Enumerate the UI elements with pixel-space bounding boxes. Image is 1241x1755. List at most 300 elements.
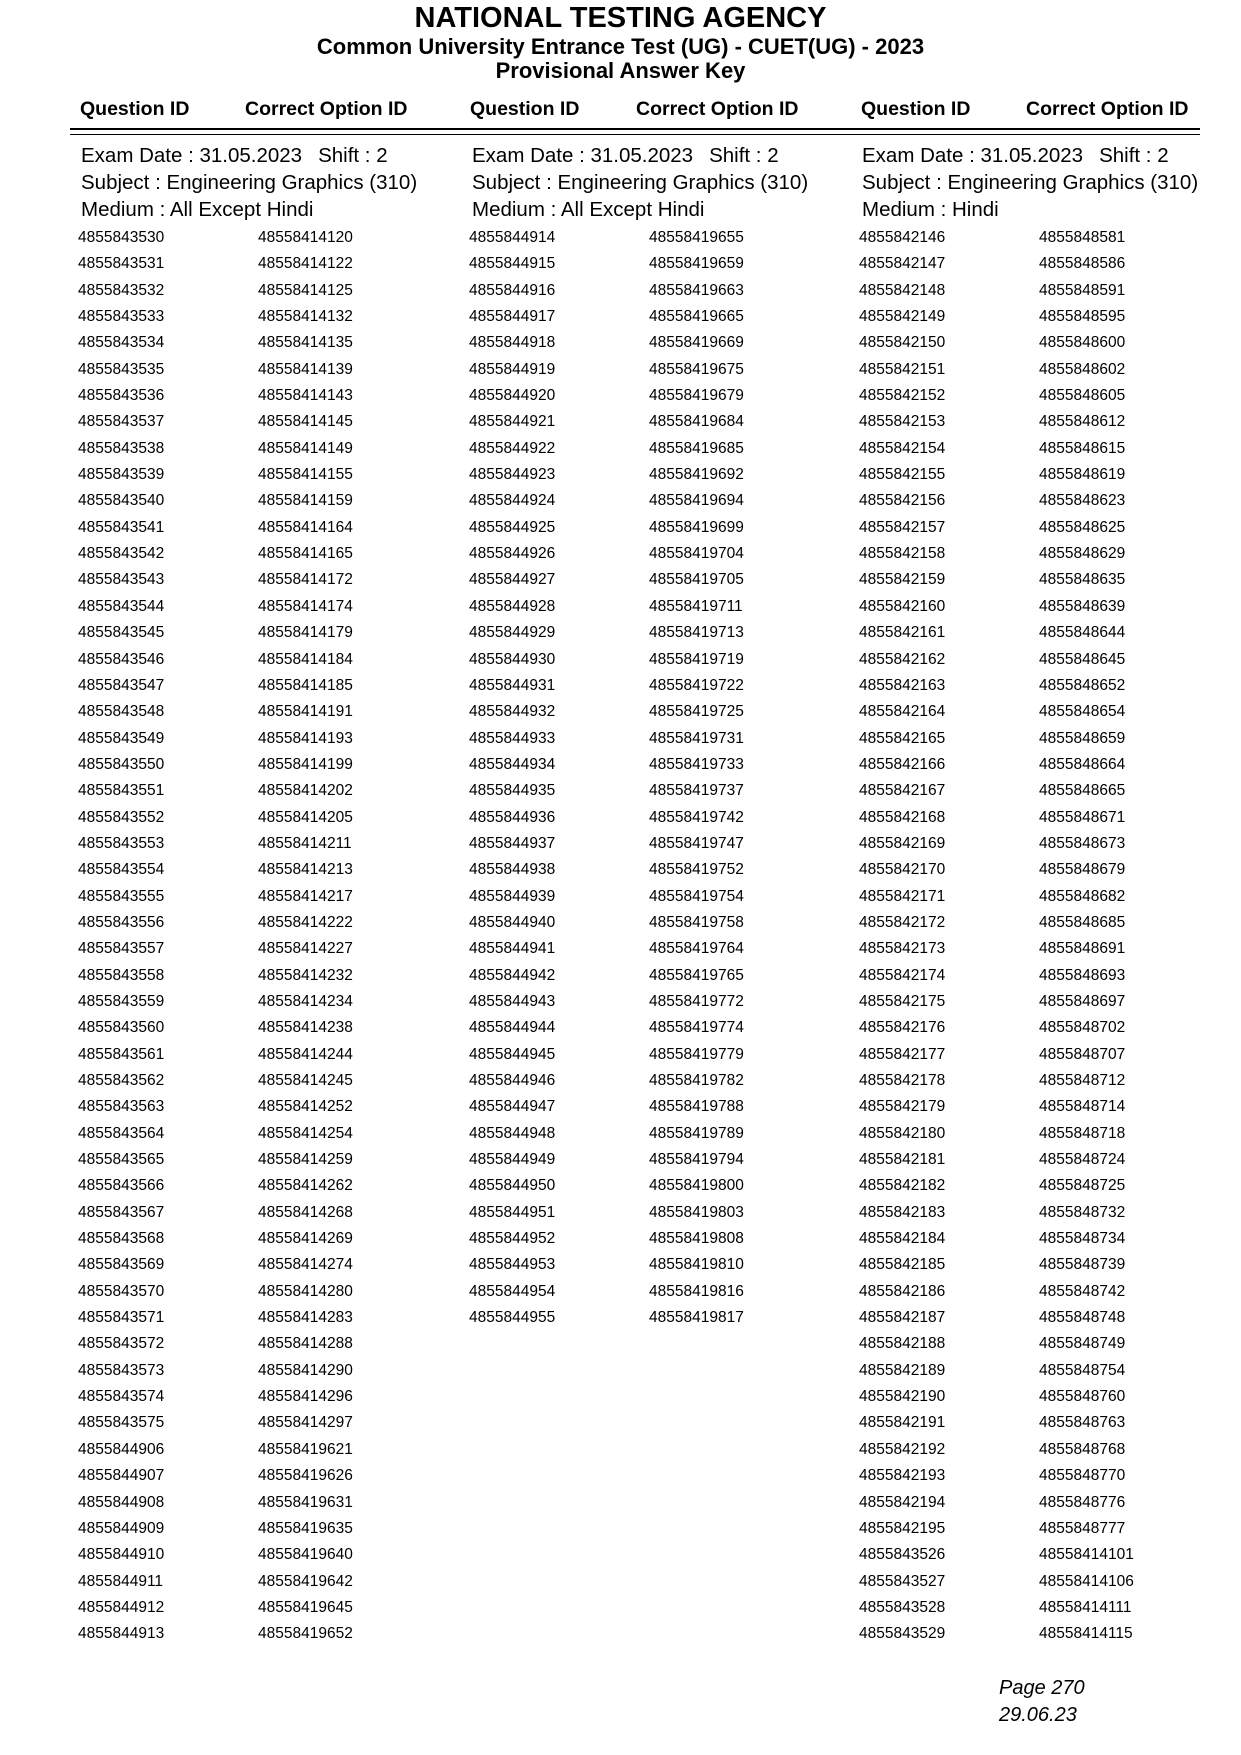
correct-option-id: 4855848673 bbox=[1039, 834, 1126, 852]
answer-key-row bbox=[469, 778, 829, 804]
answer-key-row bbox=[859, 726, 1219, 752]
question-id: 4855844907 bbox=[78, 1467, 165, 1485]
correct-option-id: 48558419803 bbox=[649, 1203, 744, 1221]
correct-option-id: 48558414252 bbox=[258, 1098, 353, 1116]
question-id: 4855844928 bbox=[469, 597, 556, 615]
correct-option-id: 48558419679 bbox=[649, 387, 744, 405]
question-id: 4855842185 bbox=[859, 1256, 946, 1274]
question-id: 4855843549 bbox=[78, 729, 165, 747]
question-id: 4855842187 bbox=[859, 1309, 946, 1327]
answer-key-row bbox=[859, 620, 1219, 646]
question-id: 4855844949 bbox=[469, 1151, 556, 1169]
correct-option-id: 48558414165 bbox=[258, 545, 353, 563]
correct-option-id: 4855848697 bbox=[1039, 992, 1126, 1010]
correct-option-id: 48558419711 bbox=[649, 597, 743, 615]
question-id: 4855842169 bbox=[859, 834, 946, 852]
answer-key-row bbox=[859, 857, 1219, 883]
answer-key-row bbox=[469, 488, 829, 514]
answer-key-row bbox=[859, 1331, 1219, 1357]
correct-option-id: 48558419675 bbox=[649, 360, 744, 378]
question-id: 4855844934 bbox=[469, 755, 556, 773]
correct-option-id: 48558414232 bbox=[258, 966, 353, 984]
question-id: 4855844908 bbox=[78, 1493, 165, 1511]
correct-option-id: 48558414125 bbox=[258, 281, 353, 299]
question-id: 4855844919 bbox=[469, 360, 556, 378]
answer-key-row bbox=[859, 1068, 1219, 1094]
answer-key-row bbox=[469, 1147, 829, 1173]
question-id: 4855844955 bbox=[469, 1309, 556, 1327]
correct-option-id: 48558419816 bbox=[649, 1282, 744, 1300]
answer-key-row bbox=[78, 462, 438, 488]
answer-key-row bbox=[469, 647, 829, 673]
correct-option-id: 48558419794 bbox=[649, 1151, 744, 1169]
answer-key-row bbox=[469, 1226, 829, 1252]
correct-option-id: 4855848724 bbox=[1039, 1151, 1126, 1169]
question-id: 4855843536 bbox=[78, 387, 165, 405]
answer-key-row bbox=[78, 1331, 438, 1357]
correct-option-id: 48558414179 bbox=[258, 624, 353, 642]
correct-option-id: 48558414184 bbox=[258, 650, 353, 668]
question-id: 4855843565 bbox=[78, 1151, 165, 1169]
answer-key-row bbox=[859, 1200, 1219, 1226]
document-type: Provisional Answer Key bbox=[495, 58, 746, 83]
answer-key-row bbox=[469, 1279, 829, 1305]
question-id: 4855844920 bbox=[469, 387, 556, 405]
question-id: 4855843557 bbox=[78, 940, 165, 958]
correct-option-id: 4855848685 bbox=[1039, 913, 1126, 931]
answer-key-row bbox=[78, 1358, 438, 1384]
answer-key-row bbox=[78, 989, 438, 1015]
correct-option-id: 4855848635 bbox=[1039, 571, 1126, 589]
answer-key-row bbox=[469, 278, 829, 304]
answer-key-row bbox=[469, 1121, 829, 1147]
question-id: 4855844927 bbox=[469, 571, 556, 589]
correct-option-id: 4855848671 bbox=[1039, 808, 1126, 826]
correct-option-id: 48558419774 bbox=[649, 1019, 744, 1037]
answer-key-row bbox=[859, 1463, 1219, 1489]
question-id: 4855842152 bbox=[859, 387, 946, 405]
answer-key-list bbox=[859, 225, 1219, 1648]
question-id: 4855842160 bbox=[859, 597, 946, 615]
answer-key-row bbox=[78, 1094, 438, 1120]
correct-option-id: 48558419645 bbox=[258, 1598, 353, 1616]
question-id: 4855842190 bbox=[859, 1388, 946, 1406]
answer-key-row bbox=[78, 1569, 438, 1595]
question-id: 4855842173 bbox=[859, 940, 946, 958]
answer-key-row bbox=[78, 752, 438, 778]
answer-key-row bbox=[469, 462, 829, 488]
footer-date: 29.06.23 bbox=[999, 1704, 1077, 1726]
answer-key-row bbox=[78, 515, 438, 541]
question-id: 4855842149 bbox=[859, 308, 946, 326]
correct-option-id: 4855848619 bbox=[1039, 466, 1126, 484]
question-id: 4855843574 bbox=[78, 1388, 165, 1406]
correct-option-id: 48558414145 bbox=[258, 413, 353, 431]
answer-key-row bbox=[859, 1121, 1219, 1147]
correct-option-id: 48558414135 bbox=[258, 334, 353, 352]
question-id: 4855842147 bbox=[859, 255, 946, 273]
answer-key-row bbox=[859, 251, 1219, 277]
correct-option-id: 48558419817 bbox=[649, 1309, 744, 1327]
question-id: 4855843563 bbox=[78, 1098, 165, 1116]
answer-key-row bbox=[78, 1279, 438, 1305]
correct-option-id: 48558414244 bbox=[258, 1045, 353, 1063]
answer-key-row bbox=[78, 884, 438, 910]
question-id: 4855844925 bbox=[469, 518, 556, 536]
correct-option-id: 48558419621 bbox=[258, 1440, 353, 1458]
question-id: 4855844942 bbox=[469, 966, 556, 984]
question-id: 4855844915 bbox=[469, 255, 556, 273]
answer-key-row bbox=[78, 1042, 438, 1068]
column-header-question-id: Question ID bbox=[80, 98, 190, 120]
answer-key-row bbox=[78, 1384, 438, 1410]
correct-option-id: 4855848659 bbox=[1039, 729, 1126, 747]
correct-option-id: 48558419808 bbox=[649, 1230, 744, 1248]
answer-key-row bbox=[469, 1094, 829, 1120]
correct-option-id: 4855848718 bbox=[1039, 1124, 1126, 1142]
column-header-correct-option-id: Correct Option ID bbox=[245, 98, 408, 120]
correct-option-id: 48558414159 bbox=[258, 492, 353, 510]
question-id: 4855843555 bbox=[78, 887, 165, 905]
question-id: 4855843542 bbox=[78, 545, 165, 563]
correct-option-id: 48558419694 bbox=[649, 492, 744, 510]
question-id: 4855844921 bbox=[469, 413, 556, 431]
correct-option-id: 48558414245 bbox=[258, 1072, 353, 1089]
correct-option-id: 48558419659 bbox=[649, 255, 744, 273]
question-id: 4855842174 bbox=[859, 966, 946, 984]
page-number: Page 270 bbox=[999, 1677, 1085, 1699]
correct-option-id: 4855848777 bbox=[1039, 1519, 1126, 1537]
answer-key-row bbox=[78, 567, 438, 593]
answer-key-row bbox=[78, 541, 438, 567]
answer-key-row bbox=[859, 462, 1219, 488]
answer-key-row bbox=[78, 304, 438, 330]
correct-option-id: 48558419737 bbox=[649, 782, 744, 800]
answer-key-row bbox=[469, 1200, 829, 1226]
correct-option-id: 48558419692 bbox=[649, 466, 744, 484]
correct-option-id: 48558414191 bbox=[258, 703, 353, 721]
question-id: 4855843532 bbox=[78, 281, 165, 299]
answer-key-list bbox=[469, 225, 829, 1331]
question-id: 4855842165 bbox=[859, 729, 946, 747]
answer-key-row bbox=[78, 778, 438, 804]
correct-option-id: 4855848645 bbox=[1039, 650, 1126, 668]
correct-option-id: 4855848665 bbox=[1039, 782, 1126, 800]
answer-key-row bbox=[469, 857, 829, 883]
correct-option-id: 48558419705 bbox=[649, 571, 744, 589]
answer-key-row bbox=[78, 699, 438, 725]
answer-key-row bbox=[78, 1595, 438, 1621]
answer-key-row bbox=[78, 673, 438, 699]
answer-key-row bbox=[859, 936, 1219, 962]
correct-option-id: 4855848693 bbox=[1039, 966, 1126, 984]
subject: Subject : Engineering Graphics (310) bbox=[472, 171, 809, 194]
correct-option-id: 4855848770 bbox=[1039, 1467, 1126, 1485]
answer-key-row bbox=[859, 1410, 1219, 1436]
answer-key-row bbox=[78, 1121, 438, 1147]
correct-option-id: 48558414199 bbox=[258, 755, 353, 773]
question-id: 4855844953 bbox=[469, 1256, 556, 1274]
answer-key-row bbox=[469, 567, 829, 593]
answer-key-row bbox=[78, 357, 438, 383]
correct-option-id: 48558414164 bbox=[258, 518, 353, 536]
correct-option-id: 48558414290 bbox=[258, 1361, 353, 1379]
answer-key-row bbox=[78, 251, 438, 277]
answer-key-row bbox=[469, 673, 829, 699]
correct-option-id: 48558414211 bbox=[258, 834, 352, 852]
correct-option-id: 4855848714 bbox=[1039, 1098, 1126, 1116]
correct-option-id: 4855848612 bbox=[1039, 413, 1126, 431]
correct-option-id: 48558414172 bbox=[258, 571, 353, 589]
question-id: 4855843564 bbox=[78, 1124, 165, 1142]
question-id: 4855844939 bbox=[469, 887, 556, 905]
question-id: 4855842183 bbox=[859, 1203, 946, 1221]
question-id: 4855843567 bbox=[78, 1203, 165, 1221]
question-id: 4855844922 bbox=[469, 439, 556, 457]
question-id: 4855842184 bbox=[859, 1230, 946, 1248]
correct-option-id: 48558419789 bbox=[649, 1124, 744, 1142]
question-id: 4855844935 bbox=[469, 782, 556, 800]
question-id: 4855843552 bbox=[78, 808, 165, 826]
answer-key-row bbox=[859, 1042, 1219, 1068]
exam-date-line bbox=[862, 142, 1241, 169]
question-id: 4855843527 bbox=[859, 1572, 946, 1590]
answer-key-row bbox=[469, 251, 829, 277]
exam-date-line bbox=[81, 142, 461, 169]
medium: Medium : All Except Hindi bbox=[81, 198, 314, 221]
question-id: 4855843553 bbox=[78, 834, 165, 852]
question-id: 4855843535 bbox=[78, 360, 165, 378]
answer-key-row bbox=[78, 1305, 438, 1331]
answer-key-row bbox=[78, 436, 438, 462]
correct-option-id: 48558419782 bbox=[649, 1072, 744, 1089]
column-header-correct-option-id: Correct Option ID bbox=[1026, 98, 1189, 120]
question-id: 4855844937 bbox=[469, 834, 556, 852]
answer-key-row bbox=[859, 567, 1219, 593]
answer-key-row bbox=[78, 594, 438, 620]
answer-key-row bbox=[859, 1015, 1219, 1041]
correct-option-id: 4855848639 bbox=[1039, 597, 1126, 615]
question-id: 4855842180 bbox=[859, 1124, 946, 1142]
correct-option-id: 48558414115 bbox=[1039, 1625, 1133, 1643]
question-id: 4855842156 bbox=[859, 492, 946, 510]
question-id: 4855842189 bbox=[859, 1361, 946, 1379]
question-id: 4855843544 bbox=[78, 597, 165, 615]
answer-key-row bbox=[859, 304, 1219, 330]
answer-key-row bbox=[469, 304, 829, 330]
answer-key-row bbox=[78, 225, 438, 251]
correct-option-id: 4855848605 bbox=[1039, 387, 1126, 405]
subject: Subject : Engineering Graphics (310) bbox=[81, 171, 418, 194]
correct-option-id: 4855848602 bbox=[1039, 360, 1126, 378]
question-id: 4855844912 bbox=[78, 1598, 165, 1616]
correct-option-id: 48558414288 bbox=[258, 1335, 353, 1353]
answer-key-row bbox=[78, 1621, 438, 1647]
correct-option-id: 48558419725 bbox=[649, 703, 744, 721]
correct-option-id: 4855848664 bbox=[1039, 755, 1126, 773]
question-id: 4855842186 bbox=[859, 1282, 946, 1300]
correct-option-id: 48558419758 bbox=[649, 913, 744, 931]
answer-key-row bbox=[78, 1252, 438, 1278]
question-id: 4855843531 bbox=[78, 255, 165, 273]
answer-key-row bbox=[469, 805, 829, 831]
answer-key-row bbox=[859, 383, 1219, 409]
question-id: 4855844933 bbox=[469, 729, 556, 747]
answer-key-row bbox=[859, 1279, 1219, 1305]
question-id: 4855843529 bbox=[859, 1625, 946, 1643]
question-id: 4855843562 bbox=[78, 1072, 165, 1089]
answer-key-row bbox=[859, 1226, 1219, 1252]
section-info bbox=[472, 142, 852, 223]
question-id: 4855842194 bbox=[859, 1493, 946, 1511]
question-id: 4855842172 bbox=[859, 913, 946, 931]
correct-option-id: 48558419788 bbox=[649, 1098, 744, 1116]
question-id: 4855843543 bbox=[78, 571, 165, 589]
question-id: 4855842162 bbox=[859, 650, 946, 668]
answer-key-row bbox=[78, 910, 438, 936]
answer-key-row bbox=[78, 488, 438, 514]
answer-key-row bbox=[469, 515, 829, 541]
correct-option-id: 48558419779 bbox=[649, 1045, 744, 1063]
correct-option-id: 48558419731 bbox=[649, 729, 744, 747]
correct-option-id: 48558414213 bbox=[258, 861, 353, 879]
question-id: 4855842193 bbox=[859, 1467, 946, 1485]
answer-key-row bbox=[859, 541, 1219, 567]
answer-key-row bbox=[469, 1068, 829, 1094]
question-id: 4855842188 bbox=[859, 1335, 946, 1353]
question-id: 4855842178 bbox=[859, 1072, 946, 1089]
correct-option-id: 48558414280 bbox=[258, 1282, 353, 1300]
answer-key-row bbox=[78, 805, 438, 831]
correct-option-id: 4855848586 bbox=[1039, 255, 1126, 273]
correct-option-id: 48558419752 bbox=[649, 861, 744, 879]
answer-key-row bbox=[859, 278, 1219, 304]
answer-key-row bbox=[469, 383, 829, 409]
question-id: 4855844918 bbox=[469, 334, 556, 352]
correct-option-id: 48558414262 bbox=[258, 1177, 353, 1195]
answer-key-row bbox=[859, 409, 1219, 435]
correct-option-id: 48558419669 bbox=[649, 334, 744, 352]
answer-key-list bbox=[78, 225, 438, 1648]
question-id: 4855843545 bbox=[78, 624, 165, 642]
question-id: 4855843540 bbox=[78, 492, 165, 510]
question-id: 4855842177 bbox=[859, 1045, 946, 1063]
question-id: 4855844913 bbox=[78, 1625, 165, 1643]
question-id: 4855842167 bbox=[859, 782, 946, 800]
correct-option-id: 48558419713 bbox=[649, 624, 744, 642]
correct-option-id: 48558414254 bbox=[258, 1124, 353, 1142]
question-id: 4855842171 bbox=[859, 887, 946, 905]
correct-option-id: 48558419699 bbox=[649, 518, 744, 536]
answer-key-row bbox=[859, 989, 1219, 1015]
answer-key-row bbox=[78, 963, 438, 989]
correct-option-id: 48558419655 bbox=[649, 229, 744, 246]
answer-key-row bbox=[78, 1147, 438, 1173]
correct-option-id: 4855848768 bbox=[1039, 1440, 1126, 1458]
question-id: 4855844911 bbox=[78, 1572, 164, 1590]
question-id: 4855842161 bbox=[859, 624, 946, 642]
answer-key-row bbox=[78, 409, 438, 435]
question-id: 4855844924 bbox=[469, 492, 556, 510]
answer-key-row bbox=[859, 488, 1219, 514]
correct-option-id: 48558414174 bbox=[258, 597, 353, 615]
answer-key-row bbox=[859, 884, 1219, 910]
question-id: 4855843530 bbox=[78, 229, 165, 246]
question-id: 4855842166 bbox=[859, 755, 946, 773]
question-id: 4855844950 bbox=[469, 1177, 556, 1195]
question-id: 4855844951 bbox=[469, 1203, 556, 1221]
answer-key-row bbox=[469, 1015, 829, 1041]
question-id: 4855844917 bbox=[469, 308, 556, 326]
correct-option-id: 4855848749 bbox=[1039, 1335, 1126, 1353]
answer-key-row bbox=[78, 330, 438, 356]
answer-key-row bbox=[859, 699, 1219, 725]
answer-key-row bbox=[859, 1358, 1219, 1384]
answer-key-row bbox=[859, 805, 1219, 831]
correct-option-id: 48558414120 bbox=[258, 229, 353, 246]
correct-option-id: 4855848734 bbox=[1039, 1230, 1126, 1248]
answer-key-row bbox=[469, 620, 829, 646]
column-header-question-id: Question ID bbox=[470, 98, 580, 120]
answer-key-row bbox=[469, 726, 829, 752]
question-id: 4855843554 bbox=[78, 861, 165, 879]
correct-option-id: 4855848760 bbox=[1039, 1388, 1126, 1406]
answer-key-row bbox=[859, 1516, 1219, 1542]
question-id: 4855843550 bbox=[78, 755, 165, 773]
answer-key-row bbox=[469, 436, 829, 462]
correct-option-id: 48558414238 bbox=[258, 1019, 353, 1037]
question-id: 4855843575 bbox=[78, 1414, 165, 1432]
question-id: 4855842168 bbox=[859, 808, 946, 826]
answer-key-row bbox=[859, 594, 1219, 620]
correct-option-id: 4855848776 bbox=[1039, 1493, 1126, 1511]
correct-option-id: 4855848739 bbox=[1039, 1256, 1126, 1274]
answer-key-row bbox=[859, 1384, 1219, 1410]
question-id: 4855844941 bbox=[469, 940, 556, 958]
question-id: 4855843539 bbox=[78, 466, 165, 484]
question-id: 4855842153 bbox=[859, 413, 946, 431]
answer-key-row bbox=[469, 1042, 829, 1068]
header-divider bbox=[70, 134, 1200, 135]
correct-option-id: 4855848595 bbox=[1039, 308, 1126, 326]
answer-key-row bbox=[859, 752, 1219, 778]
correct-option-id: 48558419642 bbox=[258, 1572, 353, 1590]
question-id: 4855842175 bbox=[859, 992, 946, 1010]
correct-option-id: 48558414106 bbox=[1039, 1572, 1134, 1590]
section-info bbox=[862, 142, 1241, 223]
answer-key-row bbox=[78, 1410, 438, 1436]
answer-key-row bbox=[469, 357, 829, 383]
answer-key-row bbox=[859, 225, 1219, 251]
question-id: 4855844929 bbox=[469, 624, 556, 642]
correct-option-id: 48558414227 bbox=[258, 940, 353, 958]
shift: Shift : 2 bbox=[1099, 144, 1169, 167]
correct-option-id: 4855848691 bbox=[1039, 940, 1126, 958]
answer-key-row bbox=[78, 383, 438, 409]
question-id: 4855844914 bbox=[469, 229, 556, 246]
correct-option-id: 4855848625 bbox=[1039, 518, 1126, 536]
correct-option-id: 4855848712 bbox=[1039, 1072, 1126, 1089]
question-id: 4855844906 bbox=[78, 1440, 165, 1458]
question-id: 4855844926 bbox=[469, 545, 556, 563]
question-id: 4855844952 bbox=[469, 1230, 556, 1248]
question-id: 4855844910 bbox=[78, 1546, 165, 1564]
question-id: 4855843541 bbox=[78, 518, 165, 536]
answer-key-row bbox=[469, 1173, 829, 1199]
correct-option-id: 48558419704 bbox=[649, 545, 744, 563]
answer-key-row bbox=[859, 910, 1219, 936]
question-id: 4855844944 bbox=[469, 1019, 556, 1037]
